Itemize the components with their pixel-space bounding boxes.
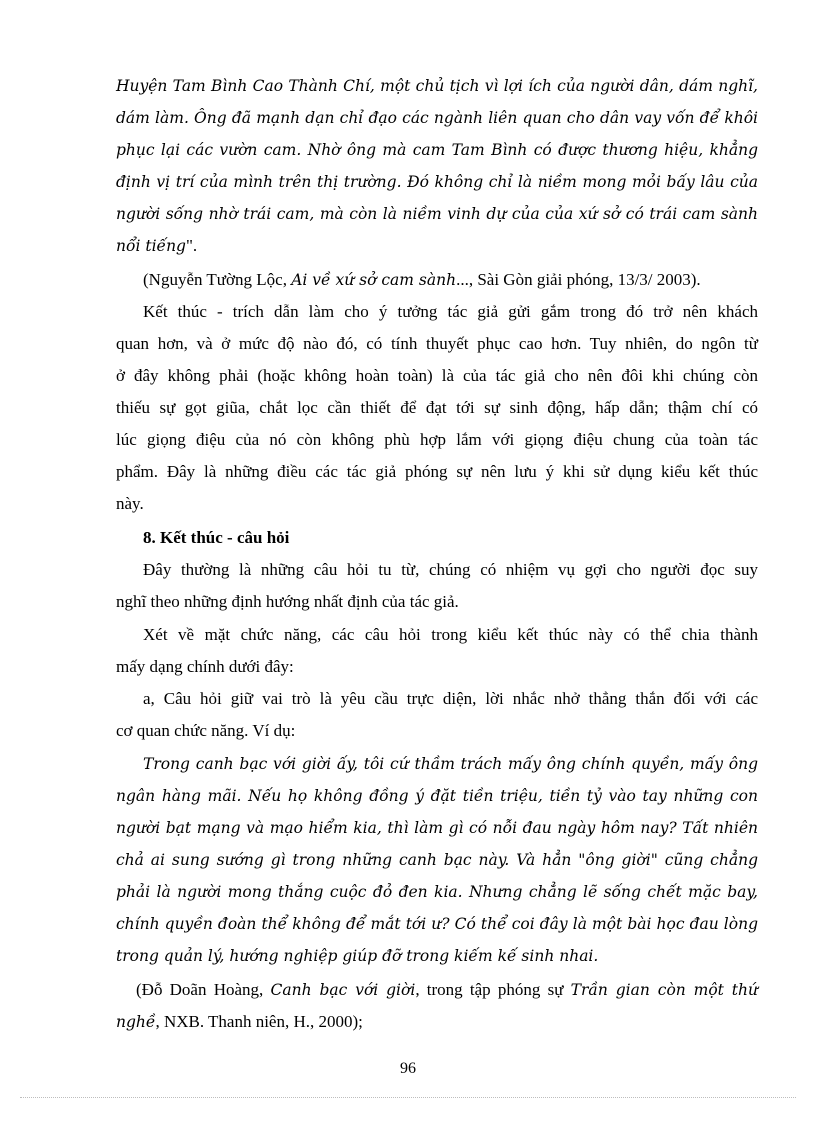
section-heading	[116, 522, 758, 554]
text-line: trong quản lý, hướng nghiệp giúp đỡ trong kiếm kế sinh nhai.	[116, 947, 599, 965]
text-line: chính quyền đoàn thể không để mắt tới ư? Có thể coi đây là một bài học đau lòng	[116, 915, 758, 933]
text-line: này.	[116, 494, 144, 513]
quoted-excerpt	[116, 748, 758, 972]
text-line: Xét về mặt chức năng, các câu hỏi trong kiểu kết thúc này có thể chia thành	[143, 625, 758, 644]
text-line: nghĩ theo những định hướng nhất định của tác giả.	[116, 592, 459, 611]
text-line: mấy dạng chính dưới đây:	[116, 657, 294, 676]
text-line: quan hơn, và ở mức độ nào đó, có tính thuyết phục cao hơn. Tuy nhiên, do ngôn từ	[116, 334, 758, 353]
paragraph	[116, 683, 758, 747]
text-line: ngân hàng mãi. Nếu họ không đồng ý đặt tiền triệu, tiền tỷ vào tay những con	[116, 787, 758, 805]
text-line: phẩm. Đây là những điều các tác giả phóng sự nên lưu ý khi sử dụng kiểu kết thúc	[116, 462, 758, 481]
page-number: 96	[400, 1060, 416, 1077]
citation-title: Canh bạc với giời	[270, 981, 416, 999]
citation-text: , trong tập phóng sự	[415, 980, 571, 999]
text-line: Đây thường là những câu hỏi tu từ, chúng có nhiệm vụ gợi cho người đọc suy	[143, 560, 758, 579]
citation-source: ..., Sài Gòn giải phóng, 13/3/ 2003).	[456, 270, 701, 289]
text-line: ở đây không phải (hoặc không hoàn toàn) là của tác giả cho nên đôi khi chúng còn	[116, 366, 758, 385]
citation-collection: Trần gian còn một thứ	[570, 981, 758, 999]
text-line: lúc giọng điệu của nó còn không phù hợp lắm với giọng điệu chung của toàn tác	[116, 430, 758, 449]
citation-collection: nghề	[116, 1013, 156, 1031]
text-line: thiếu sự gọt giũa, chắt lọc cần thiết để đạt tới sự sinh động, hấp dẫn; thậm chí có	[116, 398, 758, 417]
citation	[116, 974, 758, 1038]
citation-author: (Đỗ Doãn Hoàng,	[136, 980, 271, 999]
text-line: phải là người mong thắng cuộc đỏ đen kia. Nhưng chẳng lẽ sống chết mặc bay,	[116, 883, 758, 901]
paragraph-quote-continuation	[116, 70, 758, 262]
text-span: nổi tiếng	[116, 237, 186, 255]
text-line: Kết thúc - trích dẫn làm cho ý tưởng tác giả gửi gắm trong đó trở nên khách	[143, 302, 758, 321]
paragraph	[116, 619, 758, 683]
citation	[116, 264, 758, 296]
text-line: dám làm. Ông đã mạnh dạn chỉ đạo các ngành liên quan cho dân vay vốn để khôi	[116, 109, 758, 127]
citation-author: (Nguyễn Tường Lộc,	[143, 270, 292, 289]
text-line: cơ quan chức năng. Ví dụ:	[116, 721, 296, 740]
footer-divider	[20, 1097, 796, 1098]
text-line	[116, 264, 758, 296]
text-line: định vị trí của mình trên thị trường. Đó không chỉ là niềm mong mỏi bấy lâu của	[116, 173, 758, 191]
citation-publisher: , NXB. Thanh niên, H., 2000);	[155, 1012, 363, 1031]
citation-title: Ai về xứ sở cam sành	[291, 271, 457, 289]
heading-text: 8. Kết thúc - câu hỏi	[143, 528, 290, 547]
text-line: Trong canh bạc với giời ấy, tôi cứ thầm trách mấy ông chính quyền, mấy ông	[143, 755, 758, 773]
text-line	[116, 974, 758, 1006]
text-span: ".	[185, 236, 198, 255]
text-line: a, Câu hỏi giữ vai trò là yêu cầu trực diện, lời nhắc nhở thẳng thắn đối với các	[143, 689, 758, 708]
paragraph	[116, 296, 758, 520]
text-line: người bạt mạng và mạo hiểm kia, thì làm gì có nỗi đau ngày hôm nay? Tất nhiên	[116, 819, 758, 837]
paragraph	[116, 554, 758, 618]
text-line	[116, 1006, 758, 1038]
text-line: Huyện Tam Bình Cao Thành Chí, một chủ tịch vì lợi ích của người dân, dám nghĩ,	[116, 77, 758, 95]
text-line: phục lại các vườn cam. Nhờ ông mà cam Tam Bình có được thương hiệu, khẳng	[116, 141, 758, 159]
text-line: chả ai sung sướng gì trong những canh bạc này. Và hẳn "ông giời" cũng chẳng	[116, 851, 758, 869]
text-line: người sống nhờ trái cam, mà còn là niềm vinh dự của của xứ sở có trái cam sành	[116, 205, 758, 223]
text-line	[116, 230, 758, 262]
